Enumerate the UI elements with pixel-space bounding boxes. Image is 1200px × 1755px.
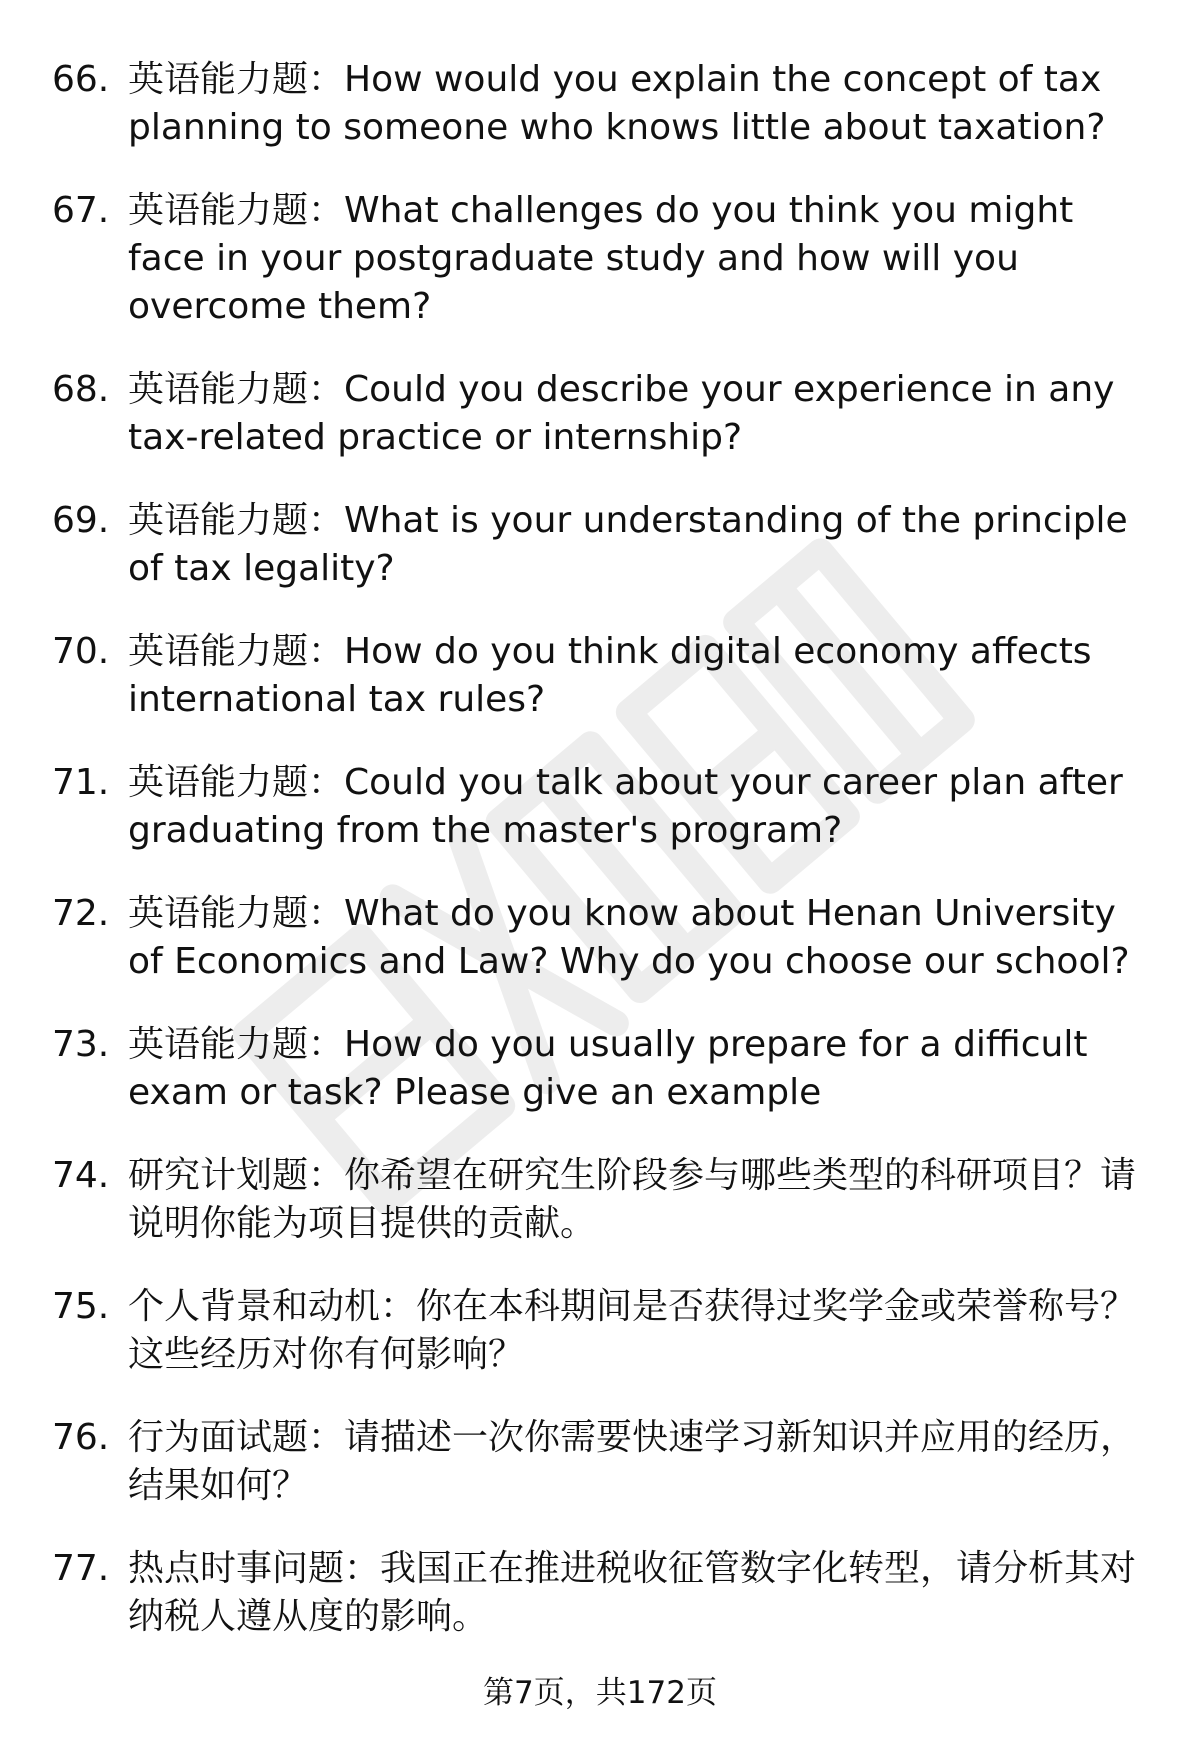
- question-text: 个人背景和动机：你在本科期间是否获得过奖学金或荣誉称号？这些经历对你有何影响？: [128, 1286, 1137, 1375]
- question-item: [52, 1021, 1152, 1117]
- question-text: 研究计划题：你希望在研究生阶段参与哪些类型的科研项目？请说明你能为项目提供的贡献。: [128, 1155, 1137, 1244]
- question-number: 75.: [52, 1286, 110, 1327]
- question-item: [52, 56, 1152, 152]
- question-item: [52, 1545, 1152, 1641]
- question-number: 69.: [52, 500, 110, 541]
- question-number: 77.: [52, 1548, 110, 1589]
- question-item: [52, 1414, 1152, 1510]
- page-footer: 第7页，共172页: [483, 1675, 717, 1711]
- question-item: [52, 890, 1152, 986]
- question-item: [52, 1152, 1152, 1248]
- question-text: 英语能力题：Could you talk about your career plan after graduating from the master's program?: [128, 762, 1123, 851]
- question-item: [52, 759, 1152, 855]
- question-number: 66.: [52, 59, 110, 100]
- question-number: 70.: [52, 631, 110, 672]
- question-text: 英语能力题：How would you explain the concept of tax planning to someone who knows little about taxation?: [128, 59, 1106, 148]
- question-number: 74.: [52, 1155, 110, 1196]
- question-item: [52, 497, 1152, 593]
- question-number: 73.: [52, 1024, 110, 1065]
- question-text: 英语能力题：What is your understanding of the principle of tax legality?: [128, 500, 1128, 589]
- question-text: 热点时事问题：我国正在推进税收征管数字化转型，请分析其对纳税人遵从度的影响。: [128, 1548, 1137, 1637]
- question-number: 72.: [52, 893, 110, 934]
- question-text: 英语能力题：How do you usually prepare for a difficult exam or task? Please give an example: [128, 1024, 1088, 1113]
- question-text: 行为面试题：请描述一次你需要快速学习新知识并应用的经历，结果如何？: [128, 1417, 1137, 1506]
- question-item: [52, 366, 1152, 462]
- question-text: 英语能力题：Could you describe your experience in any tax-related practice or internship?: [128, 369, 1115, 458]
- question-number: 68.: [52, 369, 110, 410]
- question-item: [52, 187, 1152, 331]
- question-text: 英语能力题：What challenges do you think you might face in your postgraduate study and how will you overcome them?: [128, 190, 1074, 327]
- question-number: 71.: [52, 762, 110, 803]
- question-number: 76.: [52, 1417, 110, 1458]
- question-item: [52, 628, 1152, 724]
- question-item: [52, 1283, 1152, 1379]
- question-list: [52, 56, 1152, 1676]
- question-text: 英语能力题：What do you know about Henan University of Economics and Law? Why do you choose our school?: [128, 893, 1130, 982]
- question-number: 67.: [52, 190, 110, 231]
- question-text: 英语能力题：How do you think digital economy affects international tax rules?: [128, 631, 1092, 720]
